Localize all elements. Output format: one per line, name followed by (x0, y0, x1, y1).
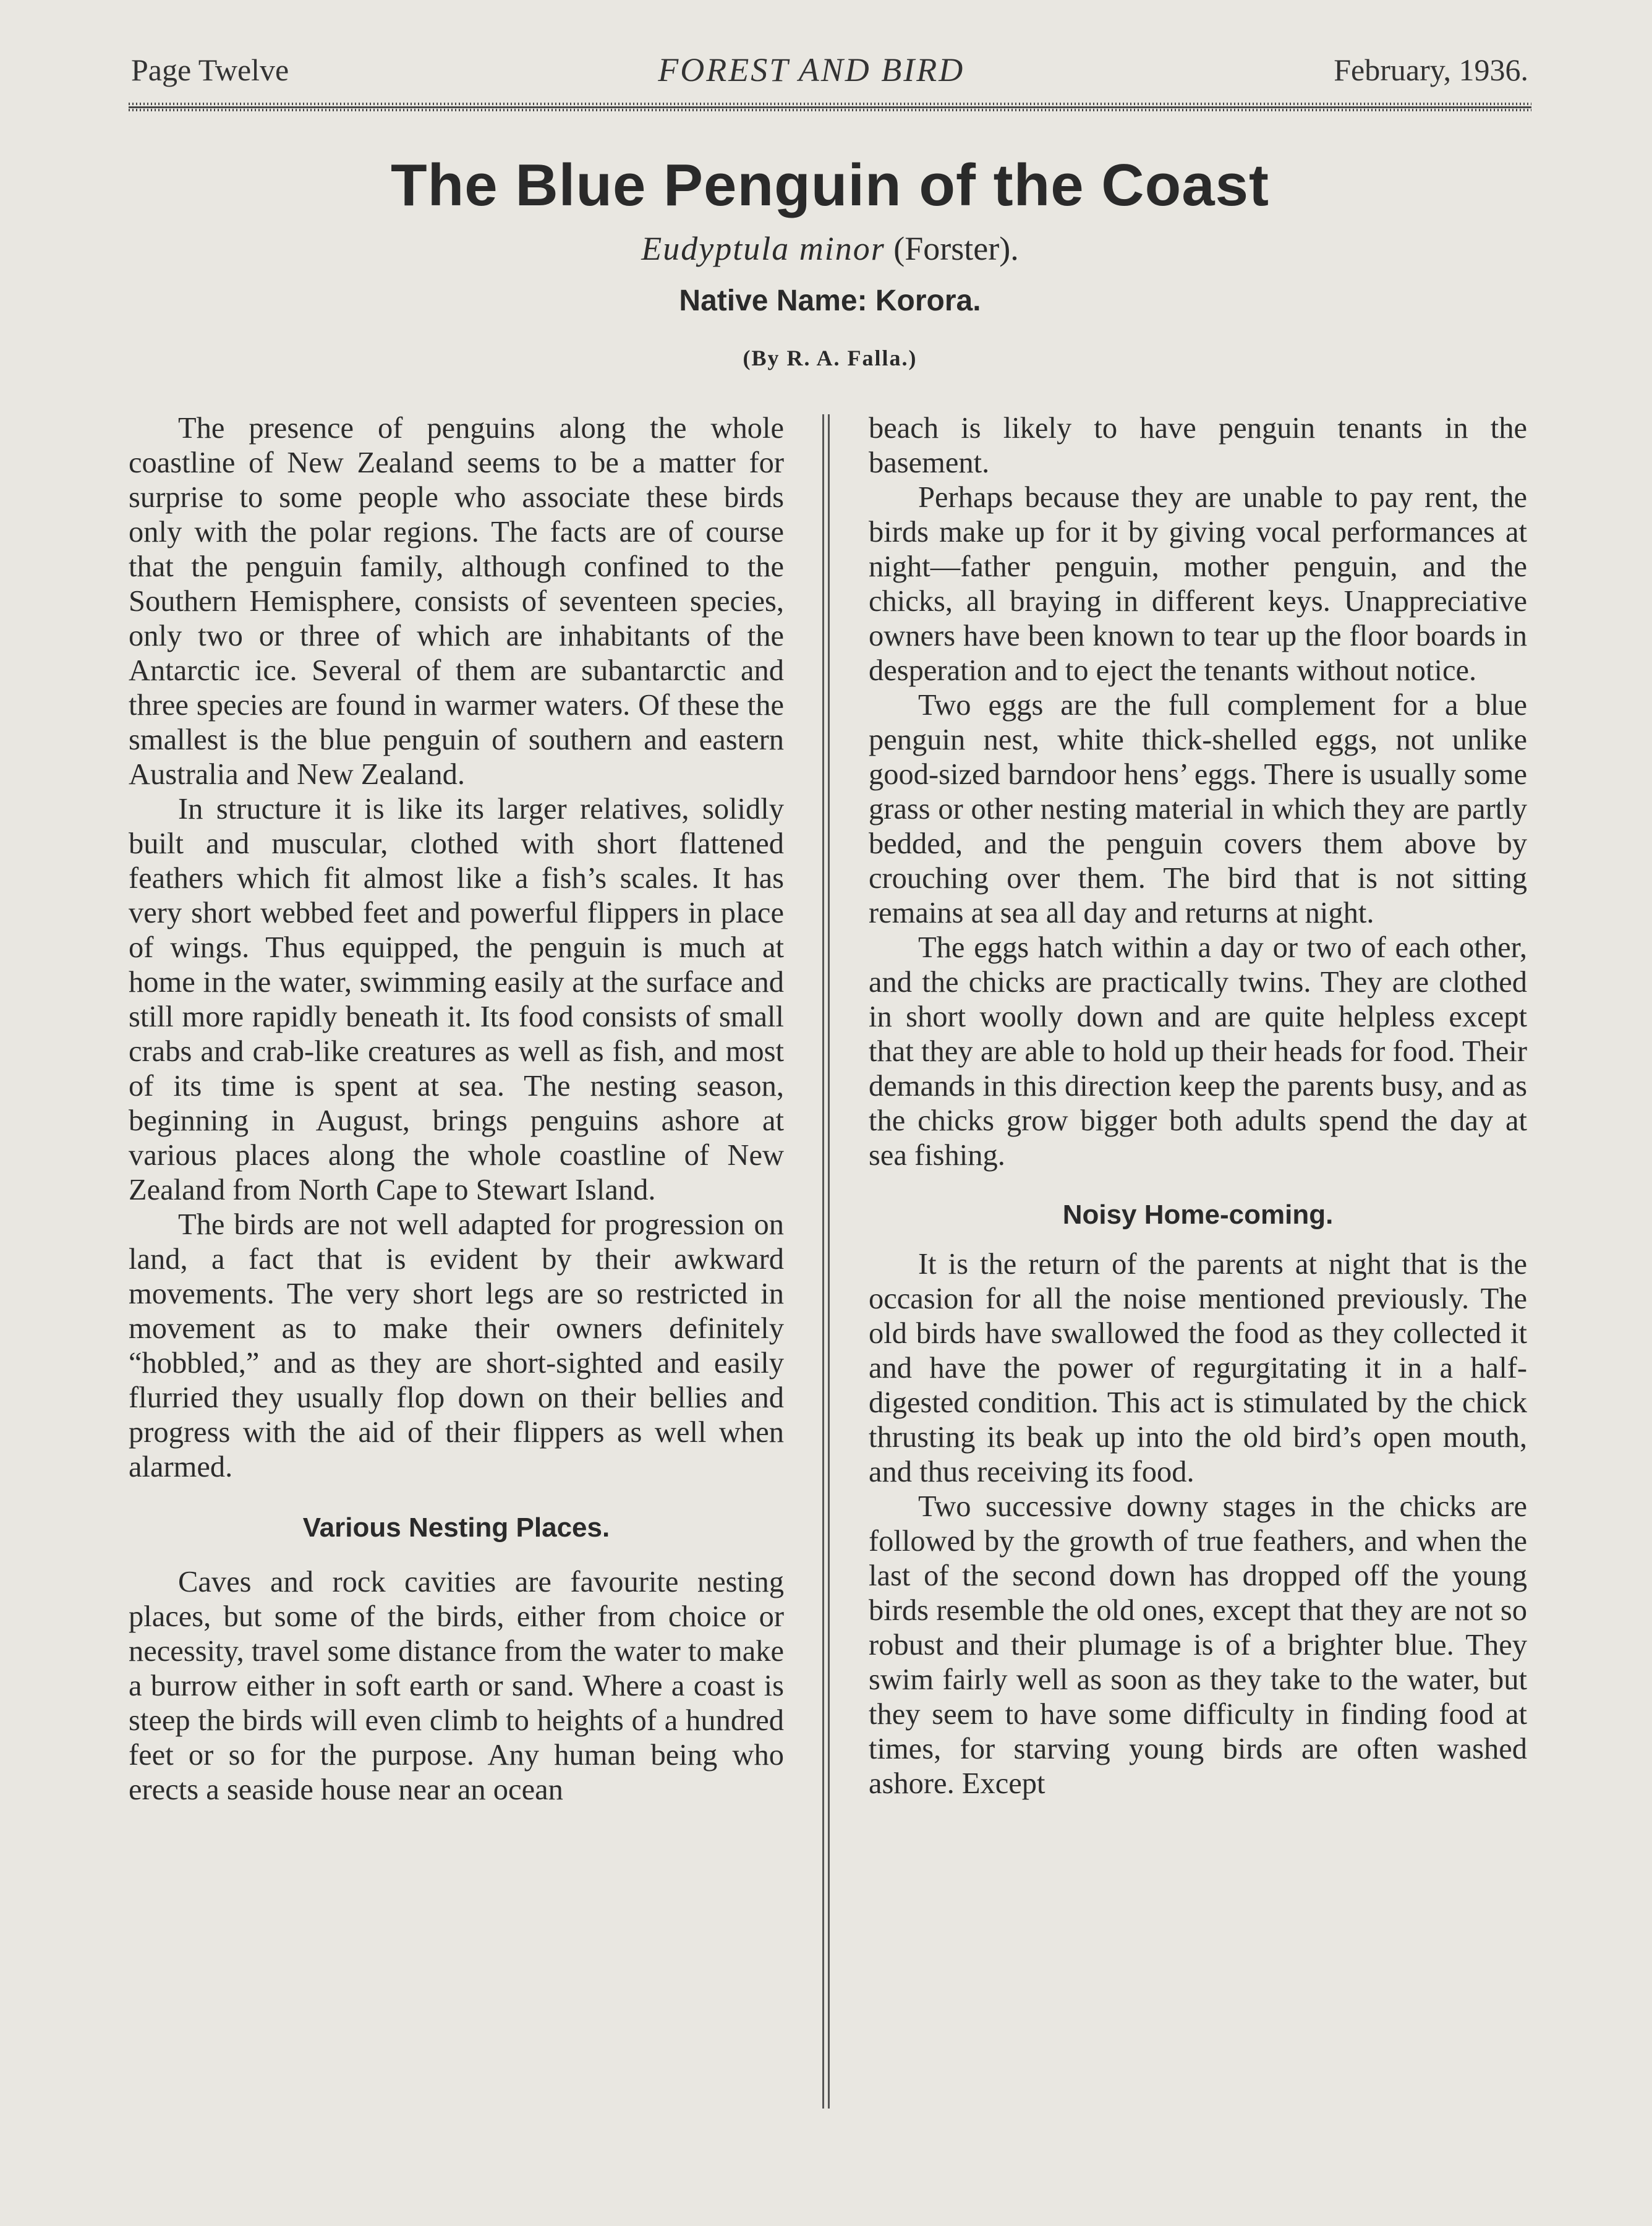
paragraph: Two successive downy stages in the chicks are followed by the growth of true feathers, and when the last of the second down has dropped off the young birds resemble the old ones, except that they are not so robust and their plumage is of a brighter blue. They swim fairly well as soon as they take to the water, but they seem to have some difficulty in finding food at times, for starving young birds are often washed ashore. Except (869, 1490, 1527, 1800)
paragraph: beach is likely to have penguin tenants in the basement. (869, 412, 1527, 479)
paragraph: Perhaps because they are unable to pay rent, the birds make up for it by giving vocal performances at night—father penguin, mother penguin, and the chicks, all braying in different keys. Unappreciative owners have been known to tear up the floor boards in desperation and to eject the tenants without notice. (869, 481, 1527, 687)
paragraph: Two eggs are the full complement for a blue penguin nest, white thick-shelled eggs, not unlike good-sized barndoor hens’ eggs. There is usually some grass or other nesting material in which they are partly bedded, and the penguin covers them above by crouching over them. The bird that is not sitting remains at sea all day and returns at night. (869, 689, 1527, 929)
article-title: The Blue Penguin of the Coast (390, 152, 1270, 218)
article-title-block (129, 151, 1531, 371)
byline: (By R. A. Falla.) (743, 346, 918, 371)
taxon-authority: (Forster). (893, 230, 1019, 268)
issue-date: February, 1936. (1334, 53, 1528, 87)
running-header (131, 48, 1528, 92)
section-heading-nesting-places: Various Nesting Places. (302, 1512, 610, 1543)
header-rule (129, 103, 1531, 111)
scientific-name: Eudyptula minor (641, 230, 885, 268)
right-column (869, 411, 1527, 1801)
native-name: Native Name: Korora. (679, 284, 981, 318)
paragraph: The eggs hatch within a day or two of each other, and the chicks are practically twins. They are clothed in short woolly down and are quite helpless except that they are able to hold up their heads for food. Their demands in this direction keep the parents busy, and as the chicks grow bigger both adults spend the day at sea fishing. (869, 931, 1527, 1172)
scientific-name-line (129, 229, 1531, 268)
paragraph: In structure it is like its larger relatives, solidly built and muscular, clothed with short flattened feathers which fit almost like a fish’s scales. It has very short webbed feet and powerful flippers in place of wings. Thus equipped, the penguin is much at home in the water, swimming easily at the surface and still more rapidly beneath it. Its food consists of small crabs and crab-like creatures as well as fish, and most of its time is spent at sea. The nesting season, beginning in August, brings penguins ashore at various places along the whole coastline of New Zealand from North Cape to Stewart Island. (129, 793, 784, 1206)
paragraph: The presence of penguins along the whole coastline of New Zealand seems to be a matter for surprise to some people who associate these birds only with the polar regions. The facts are of course that the penguin family, although confined to the Southern Hemisphere, consists of seventeen species, only two or three of which are inhabitants of the Antarctic ice. Several of them are subantarctic and three species are found in warmer waters. Of these the smallest is the blue penguin of southern and eastern Australia and New Zealand. (129, 412, 784, 791)
paragraph: The birds are not well adapted for progression on land, a fact that is evident by their awkward movements. The very short legs are so restricted in movement as to make their owners definitely “hobbled,” and as they are short-sighted and easily flurried they usually flop down on their bellies and progress with the aid of their flippers as well when alarmed. (129, 1208, 784, 1483)
page-number-label: Page Twelve (131, 53, 289, 87)
section-heading-home-coming: Noisy Home-coming. (1062, 1200, 1334, 1230)
column-divider (822, 414, 830, 2109)
magazine-title: FOREST AND BIRD (658, 51, 965, 88)
paragraph: It is the return of the parents at night that is the occasion for all the noise mentioned previously. The old birds have swallowed the food as they collected it and have the power of regurgitating it in a half-digested condition. This act is stimulated by the chick thrusting its beak up into the old bird’s open mouth, and thus receiving its food. (869, 1248, 1527, 1488)
paragraph: Caves and rock cavities are favourite nesting places, but some of the birds, either from choice or necessity, travel some distance from the water to make a burrow either in soft earth or sand. Where a coast is steep the birds will even climb to heights of a hundred feet or so for the purpose. Any human being who erects a seaside house near an ocean (129, 1566, 784, 1806)
left-column (129, 411, 784, 1807)
